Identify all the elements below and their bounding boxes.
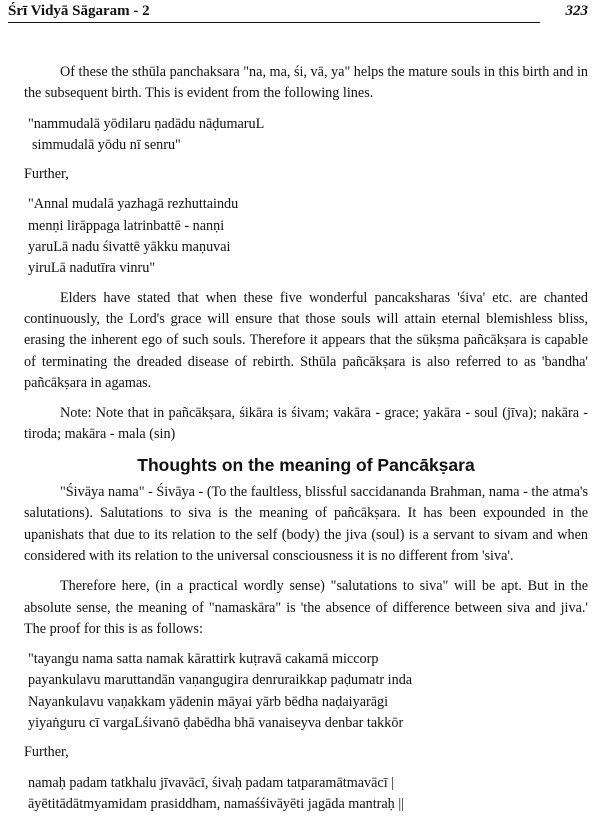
verse-line: yiyaṅguru cī vargaLśivanō ḍabēdha bhā vanaiseyva denbar takkōr — [28, 715, 404, 732]
verse-line: "nammudalā yōdilaru ṇadādu nāḍumaruL — [28, 115, 265, 132]
running-title: Śrī Vidyā Sāgaram - 2 — [8, 3, 150, 19]
verse-line: yiruLā nadutīra vinru" — [28, 260, 156, 277]
verse-tamil-1 — [28, 114, 588, 157]
header-rule — [8, 22, 540, 23]
verse-tamil-2 — [28, 194, 588, 279]
further-label: Further, — [24, 744, 69, 761]
further-label: Further, — [24, 166, 69, 183]
verse-line: simmudalā yōdu nī senru" — [32, 136, 181, 153]
verse-line: namaḥ padam tatkhalu jīvavācī, śivaḥ padam tatparamātmavācī | — [28, 774, 395, 791]
verse-tamil-3 — [28, 649, 588, 734]
running-header — [8, 1, 588, 27]
page-body — [24, 62, 588, 823]
verse-line: "Annal mudalā yazhagā rezhuttaindu — [28, 196, 239, 213]
verse-line: yaruLā nadu śivattē yākku maṇuvai — [28, 239, 231, 256]
note-paragraph: Note: Note that in pañcākṣara, śikāra is śivam; vakāra - grace; yakāra - soul (jīva); nakāra - tiroda; makāra - mala (sin) — [24, 405, 588, 443]
verse-sanskrit — [28, 773, 588, 816]
paragraph-sivaya-nama: "Śivāya nama" - Śivāya - (To the faultless, blissful saccidananda Brahman, nama - the atma's salutations). Salutations to siva is the meaning of pañcākṣara. It has been expounded in the upanishats that due to its relation to the self (body) the jiva (soul) is a servant to sivam and when considered with its relation to the universal consciousness it is no different from 'siva'. — [24, 484, 588, 564]
page-number: 323 — [565, 3, 588, 19]
verse-line: Nayankulavu vaṇakkam yādenin māyai yārb bēdha naḍaiyarāgi — [28, 693, 389, 710]
verse-line: menṇi lirāppaga latrinbattē - nanṇi — [28, 217, 225, 234]
verse-line: payankulavu maruttandān vaṇangugira denruraikkap paḍumatr inda — [28, 672, 413, 689]
paragraph-sthula-panchaksara: Of these the sthūla panchaksara "na, ma, śi, vā, ya" helps the mature souls in this birth and in the subsequent birth. This is evident from the following lines. — [24, 64, 588, 102]
verse-line: "tayangu nama satta namak kārattirk kuṭravā cakamā miccorp — [28, 651, 379, 668]
verse-line: āyētitādātmyamidam prasiddham, namaśśivāyēti jagāda mantraḥ || — [28, 795, 405, 812]
paragraph-elders: Elders have stated that when these five wonderful pancaksharas 'śiva' etc. are chanted continuously, the Lord's grace will ensure that those souls will attain eternal blemishless bliss, erasing the inherent ego of such souls. Therefore it appears that the sūkṣma pañcākṣara is capable of terminating the dreaded disease of rebirth. Sthūla pañcākṣara is also referred to as 'bandha' pañcākṣara in agamas. — [24, 289, 588, 391]
paragraph-namaskara: Therefore here, (in a practical wordly sense) "salutations to siva" will be apt. But in the absolute sense, the meaning of "namaskāra" is 'the absence of difference between siva and jiva.' The proof for this is as follows: — [24, 578, 588, 637]
section-heading: Thoughts on the meaning of Pancākṣara — [137, 454, 475, 475]
